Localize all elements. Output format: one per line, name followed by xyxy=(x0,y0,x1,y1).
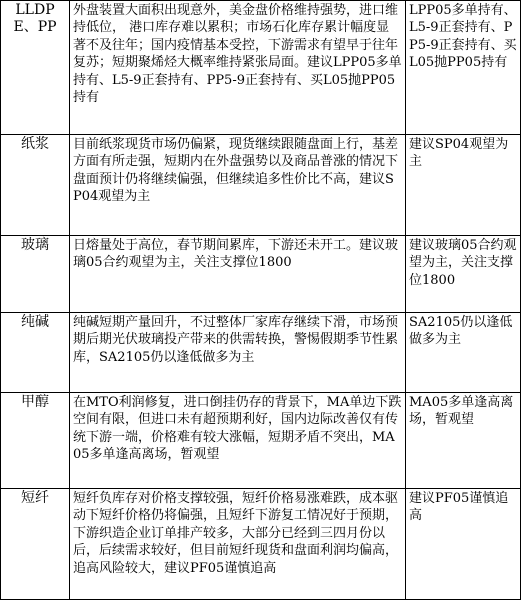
view-text: 建议SP04观望为主 xyxy=(406,135,521,236)
table-row xyxy=(1,489,521,600)
table-row xyxy=(1,135,521,236)
analysis-text: 短纤负库存对价格支撑较强，短纤价格易涨难跌，成本驱动下短纤价格仍将偏强，且短纤下游复工情况好于预期，下游织造企业订单排产较多，大部分已经到三四月份以后，后续需求较好，但目前短纤现货和盘面利润均偏高，追高风险较大，建议PF05谨慎追高 xyxy=(70,489,406,600)
analysis-text: 纯碱短期产量回升，不过整体厂家库存继续下滑，市场预期后期光伏玻璃投产带来的供需转换，警惕假期季节性累库，SA2105仍以逢低做多为主 xyxy=(70,313,406,393)
table-row xyxy=(1,393,521,489)
product-name: 短纤 xyxy=(1,489,70,600)
table-row xyxy=(1,236,521,313)
product-name: 甲醇 xyxy=(1,393,70,489)
product-name: 纯碱 xyxy=(1,313,70,393)
product-name: 玻璃 xyxy=(1,236,70,313)
analysis-text: 日熔量处于高位，春节期间累库，下游还未开工。建议玻璃05合约观望为主，关注支撑位1800 xyxy=(70,236,406,313)
view-text: LPP05多单持有、L5-9正套持有、PP5-9正套持有、买L05抛PP05持有 xyxy=(406,1,521,135)
view-text: SA2105仍以逢低做多为主 xyxy=(406,313,521,393)
view-text: 建议PF05谨慎追高 xyxy=(406,489,521,600)
view-text: MA05多单逢高离场，暂观望 xyxy=(406,393,521,489)
product-name: 纸浆 xyxy=(1,135,70,236)
analysis-text: 目前纸浆现货市场仍偏紧，现货继续跟随盘面上行，基差方面有所走强，短期内在外盘强势以及商品普涨的情况下盘面预计仍将继续偏强，但继续追多性价比不高，建议SP04观望为主 xyxy=(70,135,406,236)
product-name: LLDPE、PP xyxy=(1,1,70,135)
analysis-text: 在MTO利润修复，进口倒挂仍存的背景下，MA单边下跌空间有限，但进口未有超预期利好，国内边际改善仅有传统下游一端，价格难有较大涨幅，短期矛盾不突出，MA05多单逢高离场，暂观望 xyxy=(70,393,406,489)
table-row xyxy=(1,1,521,135)
table-row xyxy=(1,313,521,393)
view-text: 建议玻璃05合约观望为主，关注支撑位1800 xyxy=(406,236,521,313)
analysis-text: 外盘装置大面积出现意外，美金盘价格维持强势，进口维持低位， 港口库存难以累积；市场石化库存累计幅度显著不及往年；国内疫情基本受控，下游需求有望早于往年复苏；短期聚烯烃大概率维持紧张局面。建议LPP05多单持有、L5-9正套持有、PP5-9正套持有、买L05抛PP05持有 xyxy=(70,1,406,135)
